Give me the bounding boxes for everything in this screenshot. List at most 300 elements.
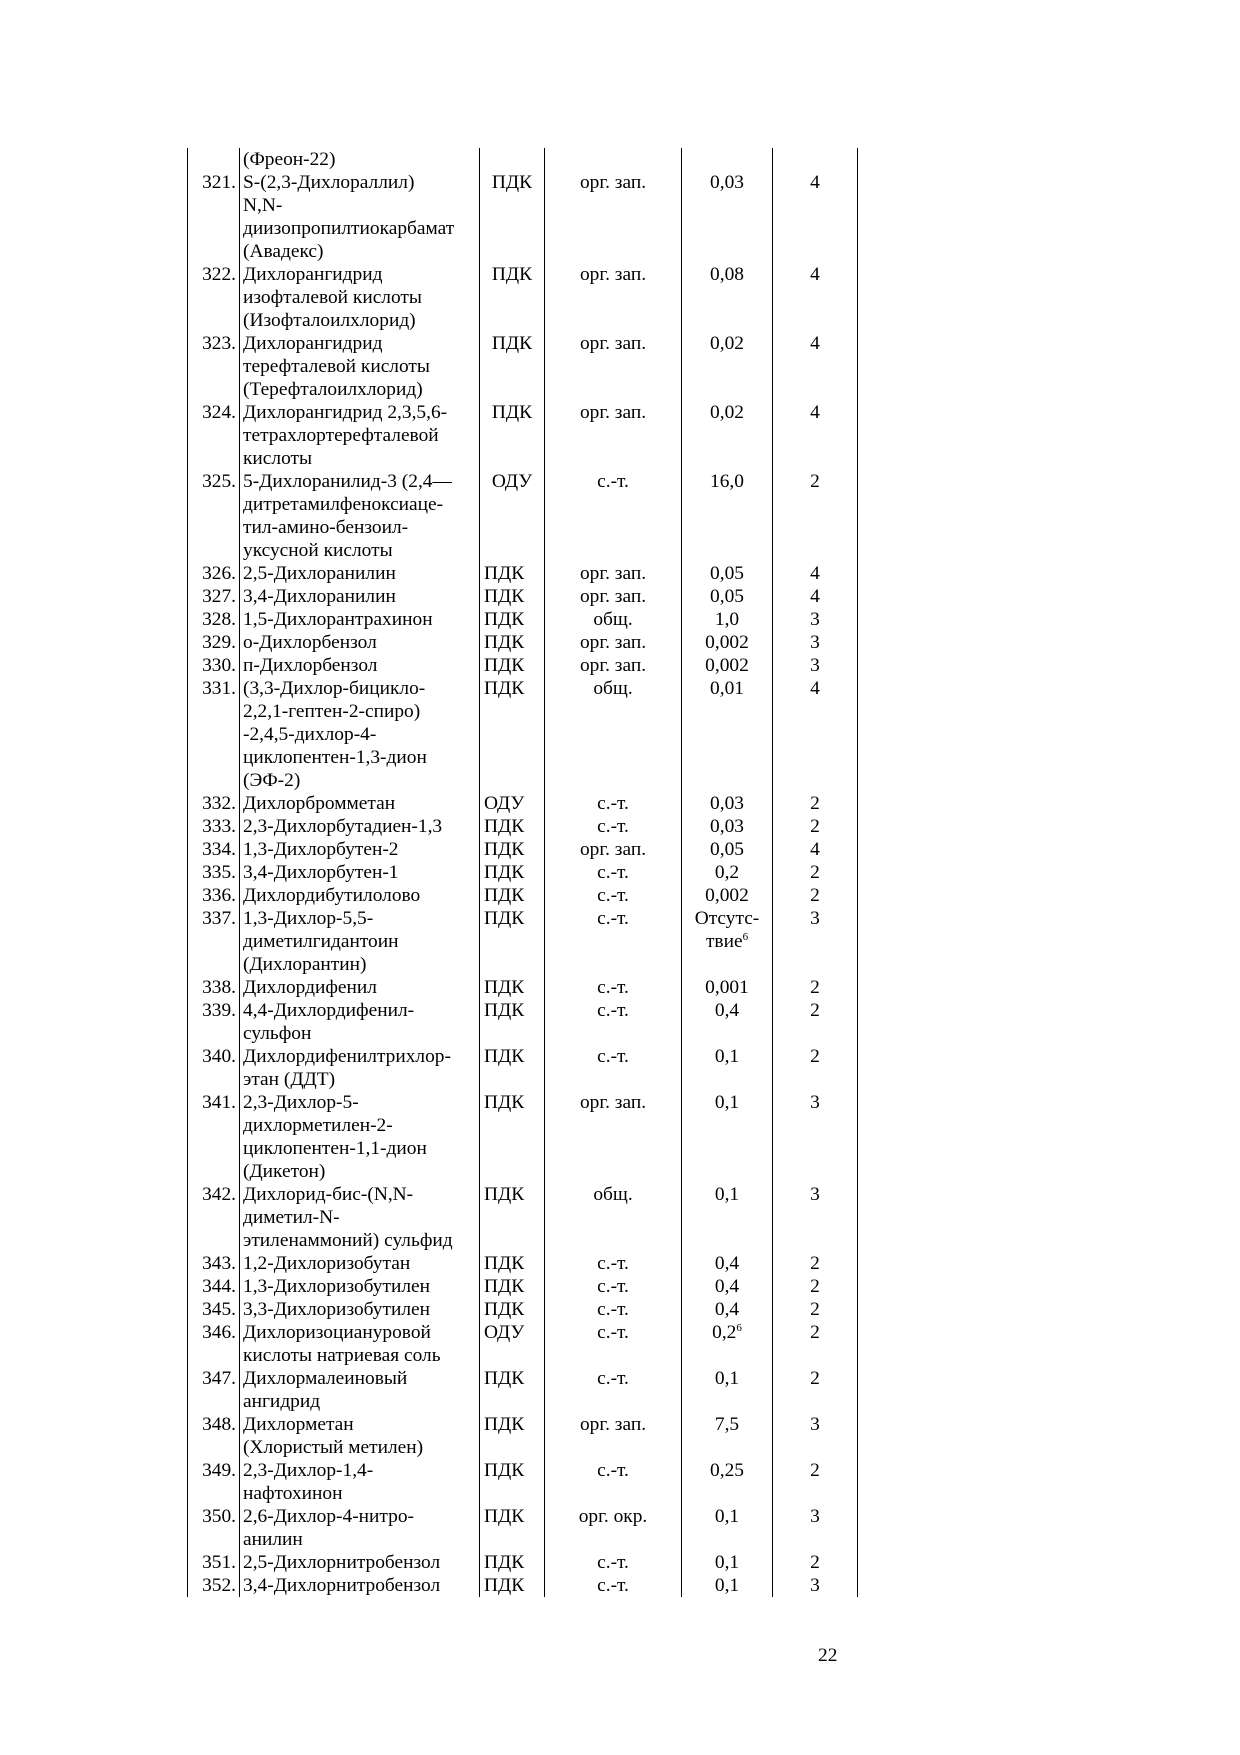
value-line xyxy=(682,654,772,677)
substance-name xyxy=(240,1252,480,1275)
substance-name-line: изофталевой кислоты xyxy=(243,287,422,308)
substance-name-line: терефталевой кислоты xyxy=(243,356,430,377)
substance-name-line: тетрахлортерефталевой xyxy=(243,425,439,446)
substance-name-line: циклопентен-1,3-дион xyxy=(243,747,427,768)
hazard-class: 2 xyxy=(773,1045,858,1091)
norm-type: ПДК xyxy=(480,861,545,884)
substance-table xyxy=(187,148,858,1597)
harm-indicator: общ. xyxy=(545,677,682,792)
value-line xyxy=(682,976,772,999)
value-text: 0,4 xyxy=(714,1253,740,1274)
value-text: 0,1 xyxy=(714,1506,740,1527)
substance-name-line: уксусной кислоты xyxy=(243,540,393,561)
row-number: 322. xyxy=(188,263,240,332)
value-text: 0,05 xyxy=(710,586,744,607)
value-text: 0,4 xyxy=(714,1299,740,1320)
row-number: 321. xyxy=(188,171,240,263)
substance-name-line: (Хлористый метилен) xyxy=(243,1437,424,1458)
substance-name-line: 3,4-Дихлоранилин xyxy=(243,586,396,607)
substance-name xyxy=(240,171,480,263)
substance-name-line: Дихлоризоциануровой xyxy=(243,1322,431,1343)
value-text: 1,0 xyxy=(714,609,740,630)
substance-name-line: 1,2-Дихлоризобутан xyxy=(243,1253,411,1274)
table-row xyxy=(188,608,858,631)
row-number: 330. xyxy=(188,654,240,677)
value-text: 0,08 xyxy=(710,264,744,285)
row-number: 348. xyxy=(188,1413,240,1459)
norm-type: ПДК xyxy=(480,171,545,263)
harm-indicator: с.-т. xyxy=(545,470,682,562)
norm-type: ОДУ xyxy=(480,1321,545,1367)
value-text: 0,001 xyxy=(705,977,749,998)
value-line xyxy=(682,1459,772,1482)
substance-name xyxy=(240,815,480,838)
substance-name xyxy=(240,1413,480,1459)
concentration-value xyxy=(682,1505,773,1551)
concentration-value xyxy=(682,1252,773,1275)
substance-name-line: 3,4-Дихлорнитробензол xyxy=(243,1575,441,1596)
substance-name-line: S-(2,3-Дихлораллил) xyxy=(243,172,415,193)
substance-name-line: Дихлордифенилтрихлор- xyxy=(243,1046,451,1067)
value-text: 0,05 xyxy=(710,839,744,860)
substance-name-line: диметил-N- xyxy=(243,1207,340,1228)
harm-indicator: орг. зап. xyxy=(545,838,682,861)
norm-type: ПДК xyxy=(480,1091,545,1183)
row-number: 347. xyxy=(188,1367,240,1413)
concentration-value xyxy=(682,332,773,401)
substance-name xyxy=(240,263,480,332)
concentration-value xyxy=(682,631,773,654)
row-number: 333. xyxy=(188,815,240,838)
substance-name-line: -2,4,5-дихлор-4- xyxy=(243,724,377,745)
table-row xyxy=(188,677,858,792)
harm-indicator: орг. зап. xyxy=(545,1091,682,1183)
hazard-class: 3 xyxy=(773,631,858,654)
value-text: 0,1 xyxy=(714,1575,740,1596)
substance-name-line: кислоты xyxy=(243,448,313,469)
norm-type: ОДУ xyxy=(480,470,545,562)
table-row xyxy=(188,1367,858,1413)
substance-name-line: Дихлордибутилолово xyxy=(243,885,421,906)
row-number: 331. xyxy=(188,677,240,792)
harm-indicator: орг. зап. xyxy=(545,263,682,332)
concentration-value xyxy=(682,907,773,976)
table-row xyxy=(188,148,858,171)
value-text: 0,4 xyxy=(714,1276,740,1297)
substance-name xyxy=(240,884,480,907)
concentration-value xyxy=(682,861,773,884)
harm-indicator: орг. окр. xyxy=(545,1505,682,1551)
hazard-class: 3 xyxy=(773,1413,858,1459)
hazard-class: 3 xyxy=(773,1505,858,1551)
substance-name xyxy=(240,861,480,884)
table-row xyxy=(188,1505,858,1551)
value-text: Отсутс- xyxy=(694,908,760,929)
table-row xyxy=(188,792,858,815)
table-row xyxy=(188,1298,858,1321)
substance-name-line: анилин xyxy=(243,1529,303,1550)
hazard-class: 2 xyxy=(773,815,858,838)
value-text: 0,1 xyxy=(714,1552,740,1573)
norm-type: ПДК xyxy=(480,815,545,838)
substance-name-line: 2,3-Дихлорбутадиен-1,3 xyxy=(243,816,443,837)
norm-type: ПДК xyxy=(480,608,545,631)
table-row xyxy=(188,1045,858,1091)
row-number: 325. xyxy=(188,470,240,562)
value-text: 0,002 xyxy=(705,885,749,906)
table-row xyxy=(188,1459,858,1505)
norm-type: ПДК xyxy=(480,585,545,608)
hazard-class: 2 xyxy=(773,1321,858,1367)
hazard-class: 4 xyxy=(773,263,858,332)
table-row xyxy=(188,1551,858,1574)
hazard-class: 2 xyxy=(773,470,858,562)
harm-indicator: с.-т. xyxy=(545,1367,682,1413)
harm-indicator: орг. зап. xyxy=(545,171,682,263)
value-line xyxy=(682,1091,772,1114)
norm-type: ПДК xyxy=(480,654,545,677)
substance-name-line: диизопропилтиокарбамат xyxy=(243,218,455,239)
harm-indicator: орг. зап. xyxy=(545,562,682,585)
concentration-value xyxy=(682,999,773,1045)
value-text: 0,1 xyxy=(714,1368,740,1389)
hazard-class: 2 xyxy=(773,976,858,999)
value-line xyxy=(682,838,772,861)
substance-name xyxy=(240,1551,480,1574)
substance-name-line: 2,5-Дихлоранилин xyxy=(243,563,396,584)
value-text: 7,5 xyxy=(714,1414,740,1435)
table-row xyxy=(188,332,858,401)
harm-indicator: с.-т. xyxy=(545,1459,682,1505)
concentration-value xyxy=(682,654,773,677)
hazard-class: 2 xyxy=(773,884,858,907)
norm-type: ПДК xyxy=(480,1505,545,1551)
row-number: 336. xyxy=(188,884,240,907)
value-line xyxy=(682,585,772,608)
harm-indicator: с.-т. xyxy=(545,1574,682,1597)
hazard-class: 4 xyxy=(773,838,858,861)
norm-type: ПДК xyxy=(480,907,545,976)
row-number: 339. xyxy=(188,999,240,1045)
hazard-class: 2 xyxy=(773,999,858,1045)
concentration-value xyxy=(682,1413,773,1459)
norm-type: ПДК xyxy=(480,838,545,861)
harm-indicator: с.-т. xyxy=(545,1298,682,1321)
value-line xyxy=(682,907,772,930)
row-number: 324. xyxy=(188,401,240,470)
table-body xyxy=(188,148,858,1597)
norm-type: ПДК xyxy=(480,1183,545,1252)
norm-type: ПДК xyxy=(480,1459,545,1505)
concentration-value xyxy=(682,792,773,815)
harm-indicator: с.-т. xyxy=(545,1551,682,1574)
substance-name xyxy=(240,1091,480,1183)
page-number: 22 xyxy=(818,1645,838,1666)
table-row xyxy=(188,631,858,654)
table-row xyxy=(188,838,858,861)
value-line xyxy=(682,470,772,493)
norm-type: ПДК xyxy=(480,1551,545,1574)
substance-name-line: (Изофталоилхлорид) xyxy=(243,310,416,331)
substance-name xyxy=(240,654,480,677)
substance-name-line: Дихлорид-бис-(N,N- xyxy=(243,1184,414,1205)
harm-indicator: общ. xyxy=(545,1183,682,1252)
harm-indicator: с.-т. xyxy=(545,1321,682,1367)
hazard-class: 3 xyxy=(773,1091,858,1183)
hazard-class: 3 xyxy=(773,907,858,976)
hazard-class: 2 xyxy=(773,1367,858,1413)
substance-name-line: (Дикетон) xyxy=(243,1161,326,1182)
row-number: 346. xyxy=(188,1321,240,1367)
table-row xyxy=(188,907,858,976)
value-text: 0,02 xyxy=(710,333,744,354)
norm-type: ПДК xyxy=(480,263,545,332)
hazard-class: 3 xyxy=(773,1183,858,1252)
concentration-value xyxy=(682,171,773,263)
value-line xyxy=(682,1551,772,1574)
substance-name-line: (ЭФ-2) xyxy=(243,770,301,791)
substance-name xyxy=(240,148,480,171)
substance-name-line: 3,3-Дихлоризобутилен xyxy=(243,1299,431,1320)
value-line xyxy=(682,792,772,815)
hazard-class: 4 xyxy=(773,677,858,792)
row-number: 323. xyxy=(188,332,240,401)
substance-name-line: Дихлорангидрид xyxy=(243,333,383,354)
substance-name-line: сульфон xyxy=(243,1023,312,1044)
hazard-class: 2 xyxy=(773,1551,858,1574)
value-line xyxy=(682,861,772,884)
substance-name-line: Дихлорангидрид 2,3,5,6- xyxy=(243,402,448,423)
row-number: 342. xyxy=(188,1183,240,1252)
substance-name-line: о-Дихлорбензол xyxy=(243,632,377,653)
norm-type xyxy=(480,148,545,171)
value-line xyxy=(682,332,772,355)
value-text: 0,1 xyxy=(714,1184,740,1205)
table-row xyxy=(188,1183,858,1252)
substance-name-line: 2,6-Дихлор-4-нитро- xyxy=(243,1506,414,1527)
value-text: 0,03 xyxy=(710,793,744,814)
substance-name-line: (Дихлорантин) xyxy=(243,954,367,975)
substance-name xyxy=(240,1321,480,1367)
footnote-marker: 6 xyxy=(742,931,749,943)
concentration-value xyxy=(682,1045,773,1091)
row-number: 332. xyxy=(188,792,240,815)
substance-name-line: 5-Дихлоранилид-3 (2,4— xyxy=(243,471,452,492)
substance-name xyxy=(240,585,480,608)
substance-name xyxy=(240,401,480,470)
substance-name-line: ангидрид xyxy=(243,1391,321,1412)
hazard-class: 2 xyxy=(773,1298,858,1321)
substance-name xyxy=(240,792,480,815)
hazard-class xyxy=(773,148,858,171)
substance-name-line: нафтохинон xyxy=(243,1483,343,1504)
substance-name xyxy=(240,631,480,654)
value-line xyxy=(682,1321,772,1344)
substance-name xyxy=(240,1045,480,1091)
substance-name-line: (Авадекс) xyxy=(243,241,324,262)
hazard-class: 4 xyxy=(773,171,858,263)
value-line xyxy=(682,1252,772,1275)
value-text: 16,0 xyxy=(710,471,744,492)
footnote-marker: 6 xyxy=(736,1322,742,1334)
row-number: 326. xyxy=(188,562,240,585)
substance-name-line: (3,3-Дихлор-бицикло- xyxy=(243,678,426,699)
hazard-class: 2 xyxy=(773,792,858,815)
value-line xyxy=(682,884,772,907)
substance-name-line: 1,3-Дихлорбутен-2 xyxy=(243,839,399,860)
harm-indicator: с.-т. xyxy=(545,884,682,907)
substance-name-line: диметилгидантоин xyxy=(243,931,399,952)
substance-name-line: N,N- xyxy=(243,195,283,216)
norm-type: ПДК xyxy=(480,677,545,792)
row-number: 349. xyxy=(188,1459,240,1505)
row-number: 351. xyxy=(188,1551,240,1574)
substance-name xyxy=(240,608,480,631)
value-text: 0,1 xyxy=(714,1092,740,1113)
table-row xyxy=(188,1321,858,1367)
table-row xyxy=(188,470,858,562)
substance-name xyxy=(240,562,480,585)
substance-name-line: кислоты натриевая соль xyxy=(243,1345,441,1366)
concentration-value xyxy=(682,884,773,907)
value-line xyxy=(682,1298,772,1321)
norm-type: ПДК xyxy=(480,1298,545,1321)
value-line xyxy=(682,999,772,1022)
value-line xyxy=(682,1505,772,1528)
value-text: 0,002 xyxy=(705,655,749,676)
row-number: 340. xyxy=(188,1045,240,1091)
substance-name-line: 4,4-Дихлордифенил- xyxy=(243,1000,415,1021)
harm-indicator: с.-т. xyxy=(545,861,682,884)
hazard-class: 2 xyxy=(773,1275,858,1298)
value-text: 0,01 xyxy=(710,678,744,699)
table-row xyxy=(188,861,858,884)
row-number: 341. xyxy=(188,1091,240,1183)
harm-indicator: с.-т. xyxy=(545,907,682,976)
hazard-class: 3 xyxy=(773,1574,858,1597)
table-row xyxy=(188,999,858,1045)
norm-type: ПДК xyxy=(480,1045,545,1091)
harm-indicator: с.-т. xyxy=(545,1045,682,1091)
concentration-value xyxy=(682,1321,773,1367)
substance-name-line: этиленаммоний) сульфид xyxy=(243,1230,453,1251)
value-line xyxy=(682,1045,772,1068)
value-text: 0,4 xyxy=(714,1000,740,1021)
substance-name-line: 2,2,1-гептен-2-спиро) xyxy=(243,701,421,722)
substance-name-line: этан (ДДТ) xyxy=(243,1069,336,1090)
value-line xyxy=(682,677,772,700)
table-row xyxy=(188,401,858,470)
value-text: 0,2 xyxy=(714,862,740,883)
value-text: твие xyxy=(705,931,743,952)
value-line xyxy=(682,930,772,953)
concentration-value xyxy=(682,401,773,470)
hazard-class: 2 xyxy=(773,1459,858,1505)
substance-name-line: циклопентен-1,1-дион xyxy=(243,1138,427,1159)
hazard-class: 4 xyxy=(773,562,858,585)
substance-name-line: 2,5-Дихлорнитробензол xyxy=(243,1552,441,1573)
value-text: 0,2 xyxy=(712,1322,737,1343)
table-row xyxy=(188,1413,858,1459)
row-number: 337. xyxy=(188,907,240,976)
value-line xyxy=(682,1574,772,1597)
table-row xyxy=(188,171,858,263)
table-row xyxy=(188,1574,858,1597)
hazard-class: 2 xyxy=(773,1252,858,1275)
value-line xyxy=(682,171,772,194)
norm-type: ПДК xyxy=(480,631,545,654)
norm-type: ОДУ xyxy=(480,792,545,815)
substance-name xyxy=(240,1505,480,1551)
row-number: 350. xyxy=(188,1505,240,1551)
norm-type: ПДК xyxy=(480,1252,545,1275)
norm-type: ПДК xyxy=(480,999,545,1045)
norm-type: ПДК xyxy=(480,332,545,401)
row-number: 334. xyxy=(188,838,240,861)
substance-name-line: п-Дихлорбензол xyxy=(243,655,378,676)
substance-name xyxy=(240,838,480,861)
table-row xyxy=(188,562,858,585)
hazard-class: 2 xyxy=(773,861,858,884)
row-number xyxy=(188,148,240,171)
substance-name-line: 1,5-Дихлорантрахинон xyxy=(243,609,433,630)
substance-name xyxy=(240,1367,480,1413)
row-number: 338. xyxy=(188,976,240,999)
value-line xyxy=(682,1413,772,1436)
norm-type: ПДК xyxy=(480,884,545,907)
table-row xyxy=(188,884,858,907)
harm-indicator: с.-т. xyxy=(545,999,682,1045)
norm-type: ПДК xyxy=(480,1275,545,1298)
hazard-class: 4 xyxy=(773,401,858,470)
value-text: 0,03 xyxy=(710,816,744,837)
harm-indicator: орг. зап. xyxy=(545,585,682,608)
concentration-value xyxy=(682,1275,773,1298)
substance-name-line: 1,3-Дихлоризобутилен xyxy=(243,1276,431,1297)
substance-name xyxy=(240,907,480,976)
substance-name-line: 2,3-Дихлор-1,4- xyxy=(243,1460,374,1481)
harm-indicator: орг. зап. xyxy=(545,1413,682,1459)
concentration-value xyxy=(682,470,773,562)
table-row xyxy=(188,263,858,332)
concentration-value xyxy=(682,815,773,838)
concentration-value xyxy=(682,585,773,608)
harm-indicator: с.-т. xyxy=(545,792,682,815)
substance-name-line: 3,4-Дихлорбутен-1 xyxy=(243,862,399,883)
substance-name-line: дихлорметилен-2- xyxy=(243,1115,393,1136)
substance-name xyxy=(240,976,480,999)
norm-type: ПДК xyxy=(480,562,545,585)
substance-name xyxy=(240,1183,480,1252)
value-line xyxy=(682,1367,772,1390)
table-row xyxy=(188,1275,858,1298)
concentration-value xyxy=(682,1298,773,1321)
substance-name-line: 2,3-Дихлор-5- xyxy=(243,1092,359,1113)
hazard-class: 4 xyxy=(773,585,858,608)
substance-name-line: Дихлормалеиновый xyxy=(243,1368,408,1389)
concentration-value xyxy=(682,148,773,171)
row-number: 344. xyxy=(188,1275,240,1298)
table-row xyxy=(188,654,858,677)
harm-indicator: орг. зап. xyxy=(545,654,682,677)
value-line xyxy=(682,1183,772,1206)
value-text: 0,03 xyxy=(710,172,744,193)
substance-name xyxy=(240,1298,480,1321)
harm-indicator: с.-т. xyxy=(545,1275,682,1298)
norm-type: ПДК xyxy=(480,401,545,470)
norm-type: ПДК xyxy=(480,1367,545,1413)
harm-indicator: с.-т. xyxy=(545,815,682,838)
